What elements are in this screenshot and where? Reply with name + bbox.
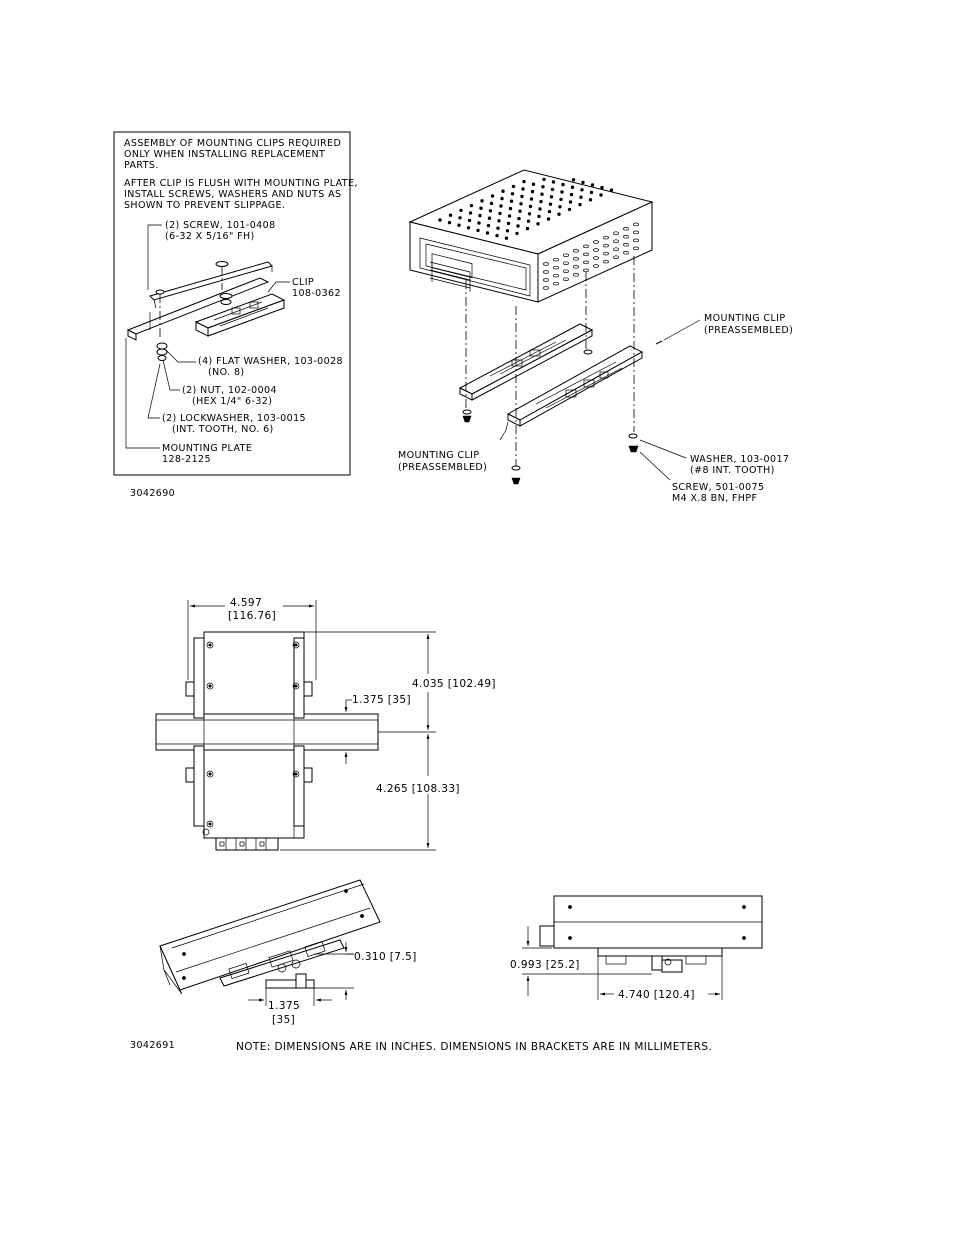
vent-hole [489,209,492,212]
vent-hole [479,214,482,217]
tilted-side-view [160,880,417,1026]
vent-hole [531,190,534,193]
vent-hole [449,214,452,217]
upper-dimension: 4.035 [102.49] [412,678,496,690]
din-rail [156,714,378,750]
vent-hole [551,188,554,191]
vent-hole [569,201,572,204]
vent-hole [499,212,502,215]
side-height-dimension: 0.993 [25.2] [510,959,580,971]
vent-hole [532,183,535,186]
vent-hole [469,212,472,215]
clip-assembly-detail-box [114,132,358,475]
vent-hole [517,225,520,228]
mounting-clip-callout: MOUNTING CLIP [704,313,786,324]
mounting-plate-callout: 128-2125 [162,454,211,465]
tilted-module-body [160,880,380,990]
mounting-clip-callout: MOUNTING CLIP [398,450,480,461]
units-note: NOTE: DIMENSIONS ARE IN INCHES. DIMENSIONS IN BRACKETS ARE IN MILLIMETERS. [236,1041,713,1053]
figure-id-top: 3042690 [130,488,176,499]
vent-hole [510,200,513,203]
mounting-plate-callout: MOUNTING PLATE [162,443,253,454]
vent-hole [540,200,543,203]
vent-hole [570,193,573,196]
vent-hole [511,192,514,195]
figure-id-bottom: 3042691 [130,1040,176,1051]
note-line: SHOWN TO PREVENT SLIPPAGE. [124,200,286,211]
vent-hole [582,181,585,184]
vent-hole [560,198,563,201]
width-dimension-mm: [116.76] [228,610,277,622]
screw-drawing [629,446,638,452]
vent-hole [497,227,500,230]
vent-hole [579,203,582,206]
flat-washer-callout: (4) FLAT WASHER, 103-0028 [198,356,343,367]
vent-hole [549,203,552,206]
flat-washer-callout: (NO. 8) [208,367,245,378]
screw-head-drawing [216,262,228,267]
vent-hole [543,178,546,181]
vent-hole [509,207,512,210]
vent-hole [477,229,480,232]
vent-hole [529,205,532,208]
vent-hole [519,210,522,213]
vent-hole [591,184,594,187]
note-line: AFTER CLIP IS FLUSH WITH MOUNTING PLATE, [124,178,358,189]
vent-hole [542,185,545,188]
vent-hole [468,219,471,222]
washer-stack-drawing [157,343,167,349]
vent-hole [590,191,593,194]
side-length-dimension: 4.740 [120.4] [618,989,695,1001]
nut-callout: (2) NUT, 102-0004 [182,385,277,396]
screw-callout-iso: SCREW, 501-0075 [672,482,765,493]
note-line: ASSEMBLY OF MOUNTING CLIPS REQUIRED [124,138,342,149]
vent-hole [552,181,555,184]
vent-hole [541,193,544,196]
vent-hole [520,202,523,205]
vent-hole [498,219,501,222]
screw-callout: (2) SCREW, 101-0408 [165,220,276,231]
terminal-block [216,838,278,850]
vent-hole [521,195,524,198]
nut-callout: (HEX 1/4" 6-32) [192,396,273,407]
vent-hole [530,198,533,201]
vent-hole [538,215,541,218]
vent-hole [481,199,484,202]
width-dimension-in: 4.597 [230,597,263,609]
vent-hole [528,212,531,215]
vent-hole [550,195,553,198]
lower-dimension: 4.265 [108.33] [376,783,460,795]
vent-hole [500,205,503,208]
lockwasher-callout: (INT. TOOTH, NO. 6) [172,424,274,435]
vent-hole [558,213,561,216]
vent-hole [488,217,491,220]
vent-hole [537,222,540,225]
vent-hole [508,215,511,218]
clip-callout: 108-0362 [292,288,341,299]
vent-hole [496,234,499,237]
vent-hole [467,226,470,229]
tilted-din-rail [266,980,314,988]
side-view [510,896,762,1001]
vent-hole [487,224,490,227]
clip-callout: CLIP [292,277,315,288]
vent-hole [581,188,584,191]
vent-hole [559,205,562,208]
vent-hole [571,186,574,189]
lockwasher-callout: (2) LOCKWASHER, 103-0015 [162,413,306,424]
mounting-clip-callout: (PREASSEMBLED) [398,462,488,473]
vent-hole [502,190,505,193]
vent-hole [480,207,483,210]
vent-hole [512,185,515,188]
vent-hole [460,209,463,212]
vent-hole [459,216,462,219]
isometric-exploded-view [398,170,793,504]
vent-hole [526,227,529,230]
note-line: ONLY WHEN INSTALLING REPLACEMENT [124,149,326,160]
vent-hole [518,217,521,220]
rail-dimension: 1.375 [35] [352,694,411,706]
vent-hole [501,197,504,200]
mounting-plate-drawing [128,262,284,361]
vent-hole [486,232,489,235]
vent-hole [448,221,451,224]
vent-hole [491,195,494,198]
vent-hole [516,232,519,235]
tilt-rail-dimension-mm: [35] [272,1014,296,1026]
tilt-offset-dimension: 0.310 [7.5] [354,951,417,963]
vent-hole [505,237,508,240]
washer-drawing [629,434,637,438]
vent-hole [522,188,525,191]
vent-hole [600,194,603,197]
mounting-clip-callout: (PREASSEMBLED) [704,325,794,336]
vent-hole [458,224,461,227]
screw-callout-iso: M4 X.8 BN, FHPF [672,493,758,504]
vent-hole [562,183,565,186]
vent-hole [439,219,442,222]
front-dimension-view [156,597,496,850]
vent-hole [548,210,551,213]
note-line: PARTS. [124,160,159,171]
vent-hole [470,204,473,207]
tilt-rail-dimension-in: 1.375 [268,1000,301,1012]
vent-hole [601,186,604,189]
vent-hole [572,178,575,181]
vent-hole [478,222,481,225]
vent-hole [539,208,542,211]
vent-hole [506,229,509,232]
note-line: INSTALL SCREWS, WASHERS AND NUTS AS [124,189,342,200]
vent-hole [610,189,613,192]
vent-hole [589,198,592,201]
vent-hole [490,202,493,205]
vent-hole [507,222,510,225]
washer-callout: (#8 INT. TOOTH) [690,465,775,476]
screw-callout: (6-32 X 5/16" FH) [165,231,255,242]
vent-hole [547,218,550,221]
washer-callout: WASHER, 103-0017 [690,454,790,465]
side-clip [598,948,722,956]
vent-hole [523,180,526,183]
vent-hole [580,196,583,199]
vent-hole [527,220,530,223]
vent-hole [568,208,571,211]
vent-hole [561,191,564,194]
